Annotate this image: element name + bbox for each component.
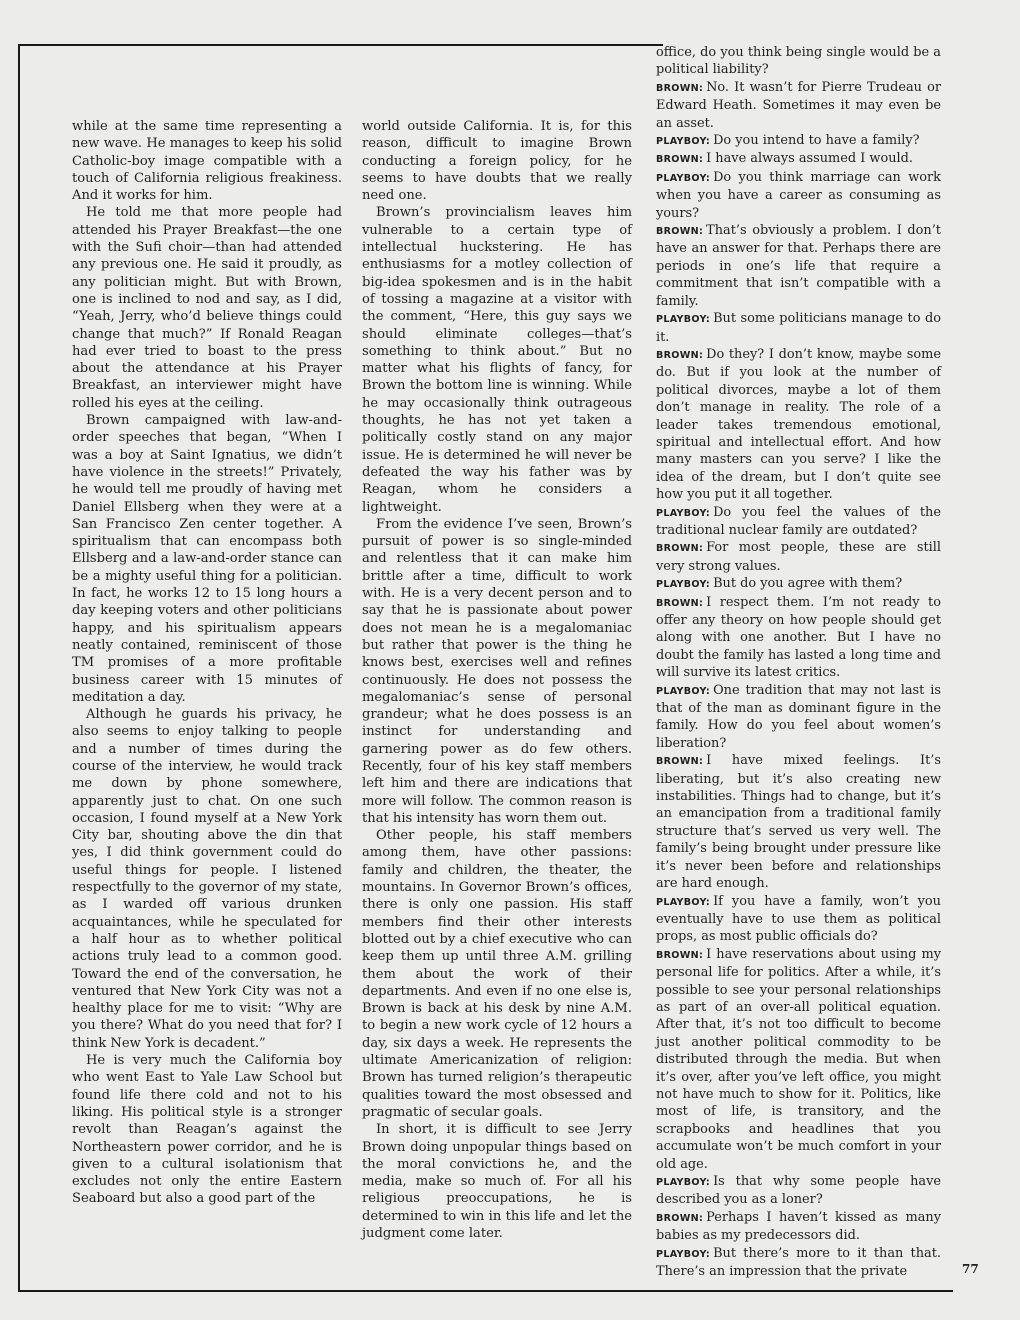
paragraph: Brown campaigned with law-and-order speeches that began, “When I was a boy at Saint Ignatius, we didn’t have violence in the streets!” Privately, he would tell me proudly of having met Daniel Ellsberg when they were at a San Francisco Zen center together. A spiritualism that can encompass both Ellsberg and a law-and-order stance can be a mighty useful thing for a politician. In fact, he works 12 to 15 long hours a day keeping voters and other politicians happy, and his spiritualism appears neatly contained, reminiscent of those TM promises of a more profitable business career with 15 minutes of meditation a day. xyxy=(72,413,342,705)
article-column-1 xyxy=(72,118,342,1208)
speaker-text: If you have a family, won’t you eventually have to use them as political props, as most public officials do? xyxy=(656,893,941,945)
speaker-text: I have reservations about using my personal life for politics. After a while, it’s possible to see your personal relationships as part of an over-all political equation. After that, it’s not too difficult to become just another political commodity to be distributed through the media. But when it’s over, after you’ve left office, you might not have much to show for it. Politics, like most of life, is transitory, and the scrapbooks and headlines that you accumulate won’t be much comfort in your old age. xyxy=(656,946,941,1172)
paragraph: world outside California. It is, for this reason, difficult to imagine Brown conducting a foreign policy, for he seems to have doubts that we really need one. xyxy=(362,119,632,204)
speaker-label: PLAYBOY: xyxy=(656,896,711,908)
speaker-label: BROWN: xyxy=(656,82,704,94)
speaker-text: Do they? I don’t know, maybe some do. But if you look at the number of political divorces, maybe a lot of them don’t manage in reality. The role of a leader takes tremendous emotional, spiritual and intellectual effort. And how many masters can you serve? I like the idea of the dream, but I don’t quite see how you put it all together. xyxy=(656,346,941,503)
speaker-text: For most people, these are still very strong values. xyxy=(656,540,941,574)
speaker-text: Do you feel the values of the traditional nuclear family are outdated? xyxy=(656,504,941,538)
page-number: 77 xyxy=(962,1262,979,1276)
speaker-label: BROWN: xyxy=(656,597,704,609)
speaker-label: BROWN: xyxy=(656,543,704,555)
speaker-text: Perhaps I haven’t kissed as many babies as my predecessors did. xyxy=(656,1209,941,1244)
speaker-text: I have mixed feelings. It’s liberating, but it’s also creating new instabilities. Things had to change, but it’s an emancipation from a traditional family structure that’s served us very well. The family’s being brought under pressure like it’s never been before and relationships are hard enough. xyxy=(656,753,941,892)
speaker-text: One tradition that may not last is that of the man as dominant figure in the family. How do you feel about women’s liberation? xyxy=(656,682,941,751)
paragraph: From the evidence I’ve seen, Brown’s pursuit of power is so single-minded and relentless that it can make him brittle after a time, difficult to work with. He is a very decent person and to say that he is passionate about power does not mean he is a megalomaniac but rather that power is the thing he knows best, exercises well and refines continuously. He does not possess the megalomaniac’s sense of personal grandeur; what he does possess is an instinct for understanding and garnering power as do few others. Recently, four of his key staff members left him and there are indications that more will follow. The common reason is that his intensity has worn them out. xyxy=(362,516,632,826)
frame-rule-bottom xyxy=(18,1290,953,1292)
paragraph: Although he guards his privacy, he also seems to enjoy talking to people and a number of times during the course of the interview, he would track me down by phone somewhere, apparently just to chat. On one such occasion, I found myself at a New York City bar, shouting above the din that yes, I did think government could do useful things for people. I listened respectfully to the governor of my state, as I warded off various drunken acquaintances, while he speculated for a half hour as to whether political actions truly lead to a common good. Toward the end of the conversation, he ventured that New York City was not a healthy place for me to visit: “Why are you there? What do you need that for? I think New York is decadent.” xyxy=(72,707,342,1051)
speaker-label: PLAYBOY: xyxy=(656,579,711,591)
interview-column xyxy=(656,44,941,1280)
interview-exchange xyxy=(656,1209,941,1245)
speaker-text: But there’s more to it than that. There’s an impression that the private xyxy=(656,1245,941,1280)
frame-rule-top xyxy=(18,44,663,46)
speaker-label: BROWN: xyxy=(656,154,704,166)
interview-exchange xyxy=(656,132,941,150)
interview-exchange xyxy=(656,682,941,753)
interview-exchange xyxy=(656,150,941,168)
speaker-text: Do you think marriage can work when you have a career as consuming as yours? xyxy=(656,169,941,221)
interview-exchange xyxy=(656,169,941,222)
interview-exchange xyxy=(656,594,941,682)
paragraph: Other people, his staff members among them, have other passions: family and children, the theater, the mountains. In Governor Brown’s offices, there is only one passion. His staff members find their other interests blotted out by a chief executive who can keep them up until three A.M. grilling them about the work of their departments. And even if no one else is, Brown is back at his desk by nine A.M. to begin a new work cycle of 12 hours a day, six days a week. He represents the ultimate Americanization of religion: Brown has turned religion’s therapeutic qualities toward the most obsessed and pragmatic of secular goals. xyxy=(362,828,632,1120)
speaker-text: I have always assumed I would. xyxy=(706,151,913,167)
interview-exchange xyxy=(656,893,941,946)
frame-rule-left xyxy=(18,44,20,1292)
speaker-text: That’s obviously a problem. I don’t have an answer for that. Perhaps there are periods in one’s life that require a commitment that isn’t compatible with a family. xyxy=(656,223,941,309)
speaker-text: But do you agree with them? xyxy=(713,576,903,592)
interview-exchange xyxy=(656,504,941,540)
speaker-label: PLAYBOY: xyxy=(656,1248,711,1260)
paragraph: Brown’s provincialism leaves him vulnerable to a certain type of intellectual huckstering. He has enthusiasms for a motley collection of big-idea spokesmen and is in the habit of tossing a magazine at a visitor with the comment, “Here, this guy says we should eliminate colleges—that’s something to think about.” But no matter what his flights of fancy, for Brown the bottom line is winning. While he may occasionally think outrageous thoughts, he has not yet taken a politically costly stand on any major issue. He is determined he will never be defeated the way his father was by Reagan, whom he considers a lightweight. xyxy=(362,205,632,515)
speaker-label: BROWN: xyxy=(656,226,704,238)
speaker-label: PLAYBOY: xyxy=(656,1177,711,1188)
speaker-label: BROWN: xyxy=(656,756,704,768)
paragraph: He is very much the California boy who went East to Yale Law School but found life there cold and not to his liking. His political style is a stronger revolt than Reagan’s against the Northeastern power corridor, and he is given to a cultural isolationism that excludes not only the entire Eastern Seaboard but also a good part of the xyxy=(72,1053,342,1207)
interview-exchange xyxy=(656,222,941,310)
interview-exchange xyxy=(656,1245,941,1281)
speaker-label: BROWN: xyxy=(656,349,704,361)
speaker-text: Do you intend to have a family? xyxy=(713,133,920,149)
speaker-label: PLAYBOY: xyxy=(656,685,711,697)
interview-exchange xyxy=(656,310,941,346)
interview-exchange xyxy=(656,539,941,575)
speaker-text: I respect them. I’m not ready to offer any theory on how people should get along with one another. But I have no doubt the family has lasted a long time and will survive its latest critics. xyxy=(656,594,941,681)
interview-exchange xyxy=(656,346,941,504)
speaker-label: PLAYBOY: xyxy=(656,136,711,148)
article-column-2 xyxy=(362,118,632,1242)
interview-exchange xyxy=(656,1173,941,1209)
speaker-label: PLAYBOY: xyxy=(656,507,711,519)
interview-exchange xyxy=(656,44,941,79)
speaker-label: BROWN: xyxy=(656,1212,704,1224)
interview-exchange xyxy=(656,79,941,132)
paragraph: He told me that more people had attended his Prayer Breakfast—the one with the Sufi choir—than had attended any previous one. He said it proudly, as any politician might. But with Brown, one is inclined to nod and say, as I did, “Yeah, Jerry, who’d believe things could change that much?” If Ronald Reagan had ever tried to boast to the press about the attendance at his Prayer Breakfast, an interviewer might have rolled his eyes at the ceiling. xyxy=(72,205,342,411)
speaker-label: PLAYBOY: xyxy=(656,314,711,326)
speaker-text: But some politicians manage to do it. xyxy=(656,311,941,345)
speaker-text: No. It wasn’t for Pierre Trudeau or Edward Heath. Sometimes it may even be an asset. xyxy=(656,79,941,131)
speaker-text: Is that why some people have described you as a loner? xyxy=(656,1174,941,1208)
paragraph: while at the same time representing a new wave. He manages to keep his solid Catholic-boy image compatible with a touch of California religious freakiness. And it works for him. xyxy=(72,119,342,204)
paragraph: In short, it is difficult to see Jerry Brown doing unpopular things based on the moral convictions he, and the media, make so much of. For all his religious preoccupations, he is determined to win in this life and let the judgment come later. xyxy=(362,1122,632,1241)
interview-exchange xyxy=(656,752,941,892)
speaker-label: PLAYBOY: xyxy=(656,172,711,184)
speaker-label: BROWN: xyxy=(656,949,704,961)
speaker-text: office, do you think being single would be a political liability? xyxy=(656,45,941,78)
interview-exchange xyxy=(656,946,941,1173)
interview-exchange xyxy=(656,575,941,593)
